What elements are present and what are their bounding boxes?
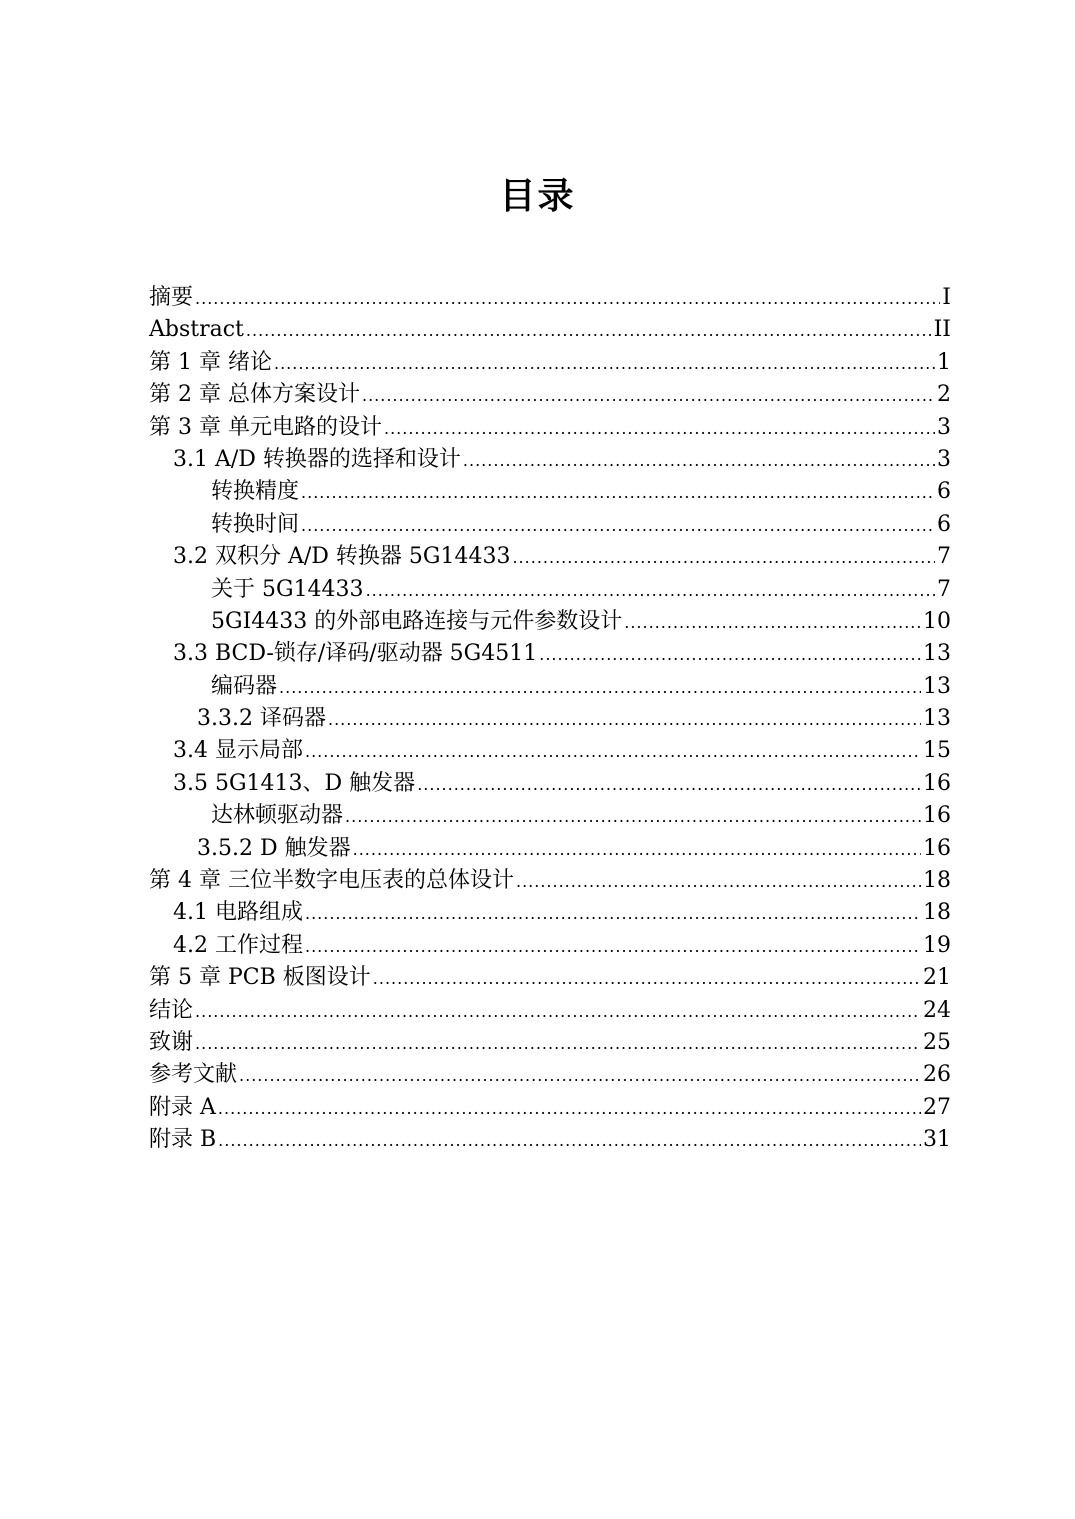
toc-dot-leader xyxy=(373,963,921,995)
toc-entry[interactable] xyxy=(149,379,951,411)
toc-entry-title: 转换时间 xyxy=(211,511,300,537)
toc-entry-page: 3 xyxy=(937,414,951,440)
toc-entry[interactable] xyxy=(149,509,951,541)
toc-dot-leader xyxy=(366,575,935,607)
toc-entry-title: 3.1 A/D 转换器的选择和设计 xyxy=(173,446,461,472)
toc-entry-page: 7 xyxy=(937,576,951,602)
toc-entry-title: 关于 5G14433 xyxy=(211,576,364,602)
toc-dot-leader xyxy=(417,769,921,801)
toc-dot-leader xyxy=(362,380,935,412)
toc-dot-leader xyxy=(195,996,921,1028)
toc-entry[interactable] xyxy=(149,1092,951,1124)
toc-dot-leader xyxy=(328,704,921,736)
toc-entry-title: 转换精度 xyxy=(211,479,300,505)
toc-dot-leader xyxy=(195,1028,921,1060)
toc-dot-leader xyxy=(218,1125,921,1157)
toc-entry[interactable] xyxy=(149,865,951,897)
toc-entry-title: 结论 xyxy=(149,997,194,1023)
toc-entry-title: 3.3.2 译码器 xyxy=(197,706,326,732)
toc-dot-leader xyxy=(516,866,921,898)
toc-dot-leader xyxy=(539,639,921,671)
toc-entry-title: 第 3 章 单元电路的设计 xyxy=(149,414,382,440)
toc-entry[interactable] xyxy=(149,703,951,735)
toc-entry[interactable] xyxy=(149,1027,951,1059)
toc-entry-title: 5GI4433 的外部电路连接与元件参数设计 xyxy=(211,608,623,634)
toc-entry[interactable] xyxy=(149,541,951,573)
toc-entry-page: I xyxy=(942,285,951,310)
table-of-contents xyxy=(149,282,951,1157)
toc-entry-page: 16 xyxy=(923,770,951,796)
toc-entry-title: 达林顿驱动器 xyxy=(211,803,344,829)
toc-entry-page: 19 xyxy=(923,932,951,958)
toc-entry-page: II xyxy=(933,317,951,343)
toc-dot-leader xyxy=(305,736,921,768)
toc-dot-leader xyxy=(195,283,940,315)
toc-dot-leader xyxy=(384,413,935,445)
toc-entry-title: 3.5 5G1413、D 触发器 xyxy=(173,770,416,796)
toc-entry[interactable] xyxy=(149,282,951,314)
toc-entry-title: 参考文献 xyxy=(149,1062,238,1088)
toc-entry-page: 25 xyxy=(923,1029,951,1055)
toc-entry-page: 18 xyxy=(923,900,951,926)
toc-entry-title: 第 2 章 总体方案设计 xyxy=(149,382,360,408)
toc-entry-title: 3.3 BCD-锁存/译码/驱动器 5G4511 xyxy=(173,641,538,667)
toc-entry-page: 27 xyxy=(923,1094,951,1120)
toc-entry[interactable] xyxy=(149,962,951,994)
toc-entry[interactable] xyxy=(149,897,951,929)
toc-entry[interactable] xyxy=(149,1124,951,1156)
toc-dot-leader xyxy=(279,672,921,704)
toc-entry-page: 13 xyxy=(923,673,951,699)
toc-entry-title: Abstract xyxy=(149,317,244,343)
toc-entry-page: 16 xyxy=(923,803,951,829)
toc-dot-leader xyxy=(239,1060,921,1092)
toc-entry[interactable] xyxy=(149,476,951,508)
toc-entry-page: 18 xyxy=(923,868,951,894)
toc-entry-title: 摘要 xyxy=(149,285,194,310)
toc-entry-title: 4.2 工作过程 xyxy=(173,932,303,958)
toc-entry-title: 附录 B xyxy=(149,1127,217,1153)
toc-dot-leader xyxy=(345,801,921,833)
toc-entry[interactable] xyxy=(149,444,951,476)
toc-dot-leader xyxy=(624,607,921,639)
toc-entry-title: 第 1 章 绪论 xyxy=(149,349,272,375)
toc-dot-leader xyxy=(463,445,935,477)
toc-entry[interactable] xyxy=(149,638,951,670)
toc-entry-title: 致谢 xyxy=(149,1029,194,1055)
toc-entry[interactable] xyxy=(149,412,951,444)
toc-entry-page: 24 xyxy=(923,997,951,1023)
toc-entry-title: 3.5.2 D 触发器 xyxy=(197,835,351,861)
toc-entry[interactable] xyxy=(149,606,951,638)
toc-entry[interactable] xyxy=(149,574,951,606)
toc-dot-leader xyxy=(301,477,935,509)
toc-entry-page: 1 xyxy=(937,349,951,375)
toc-entry-page: 16 xyxy=(923,835,951,861)
toc-entry[interactable] xyxy=(149,671,951,703)
toc-entry[interactable] xyxy=(149,735,951,767)
toc-entry[interactable] xyxy=(149,800,951,832)
toc-entry-title: 3.2 双积分 A/D 转换器 5G14433 xyxy=(173,544,511,570)
toc-entry[interactable] xyxy=(149,995,951,1027)
toc-entry-page: 26 xyxy=(923,1062,951,1088)
toc-entry[interactable] xyxy=(149,1059,951,1091)
toc-entry-title: 4.1 电路组成 xyxy=(173,900,303,926)
toc-entry-page: 2 xyxy=(937,382,951,408)
toc-dot-leader xyxy=(274,348,935,380)
toc-dot-leader xyxy=(353,834,921,866)
toc-dot-leader xyxy=(512,542,935,574)
toc-dot-leader xyxy=(246,315,932,347)
toc-entry-page: 15 xyxy=(923,738,951,764)
toc-entry-title: 3.4 显示局部 xyxy=(173,738,303,764)
toc-entry-title: 第 4 章 三位半数字电压表的总体设计 xyxy=(149,868,514,894)
toc-entry-page: 13 xyxy=(923,641,951,667)
toc-entry-page: 6 xyxy=(937,511,951,537)
toc-entry-page: 6 xyxy=(937,479,951,505)
toc-entry-page: 10 xyxy=(923,608,951,634)
toc-entry-page: 13 xyxy=(923,706,951,732)
toc-entry-title: 附录 A xyxy=(149,1094,216,1120)
toc-entry[interactable] xyxy=(149,833,951,865)
toc-entry-title: 第 5 章 PCB 板图设计 xyxy=(149,965,371,991)
toc-dot-leader xyxy=(305,898,921,930)
toc-dot-leader xyxy=(218,1093,921,1125)
toc-entry-title: 编码器 xyxy=(211,673,278,699)
page-title: 目录 xyxy=(499,176,576,217)
toc-dot-leader xyxy=(305,931,921,963)
toc-entry[interactable] xyxy=(149,930,951,962)
toc-entry-page: 31 xyxy=(923,1127,951,1153)
toc-dot-leader xyxy=(301,510,935,542)
toc-entry-page: 3 xyxy=(937,446,951,472)
toc-entry[interactable] xyxy=(149,314,951,346)
toc-entry-page: 7 xyxy=(937,544,951,570)
toc-entry[interactable] xyxy=(149,768,951,800)
toc-entry[interactable] xyxy=(149,347,951,379)
toc-entry-page: 21 xyxy=(923,965,951,991)
